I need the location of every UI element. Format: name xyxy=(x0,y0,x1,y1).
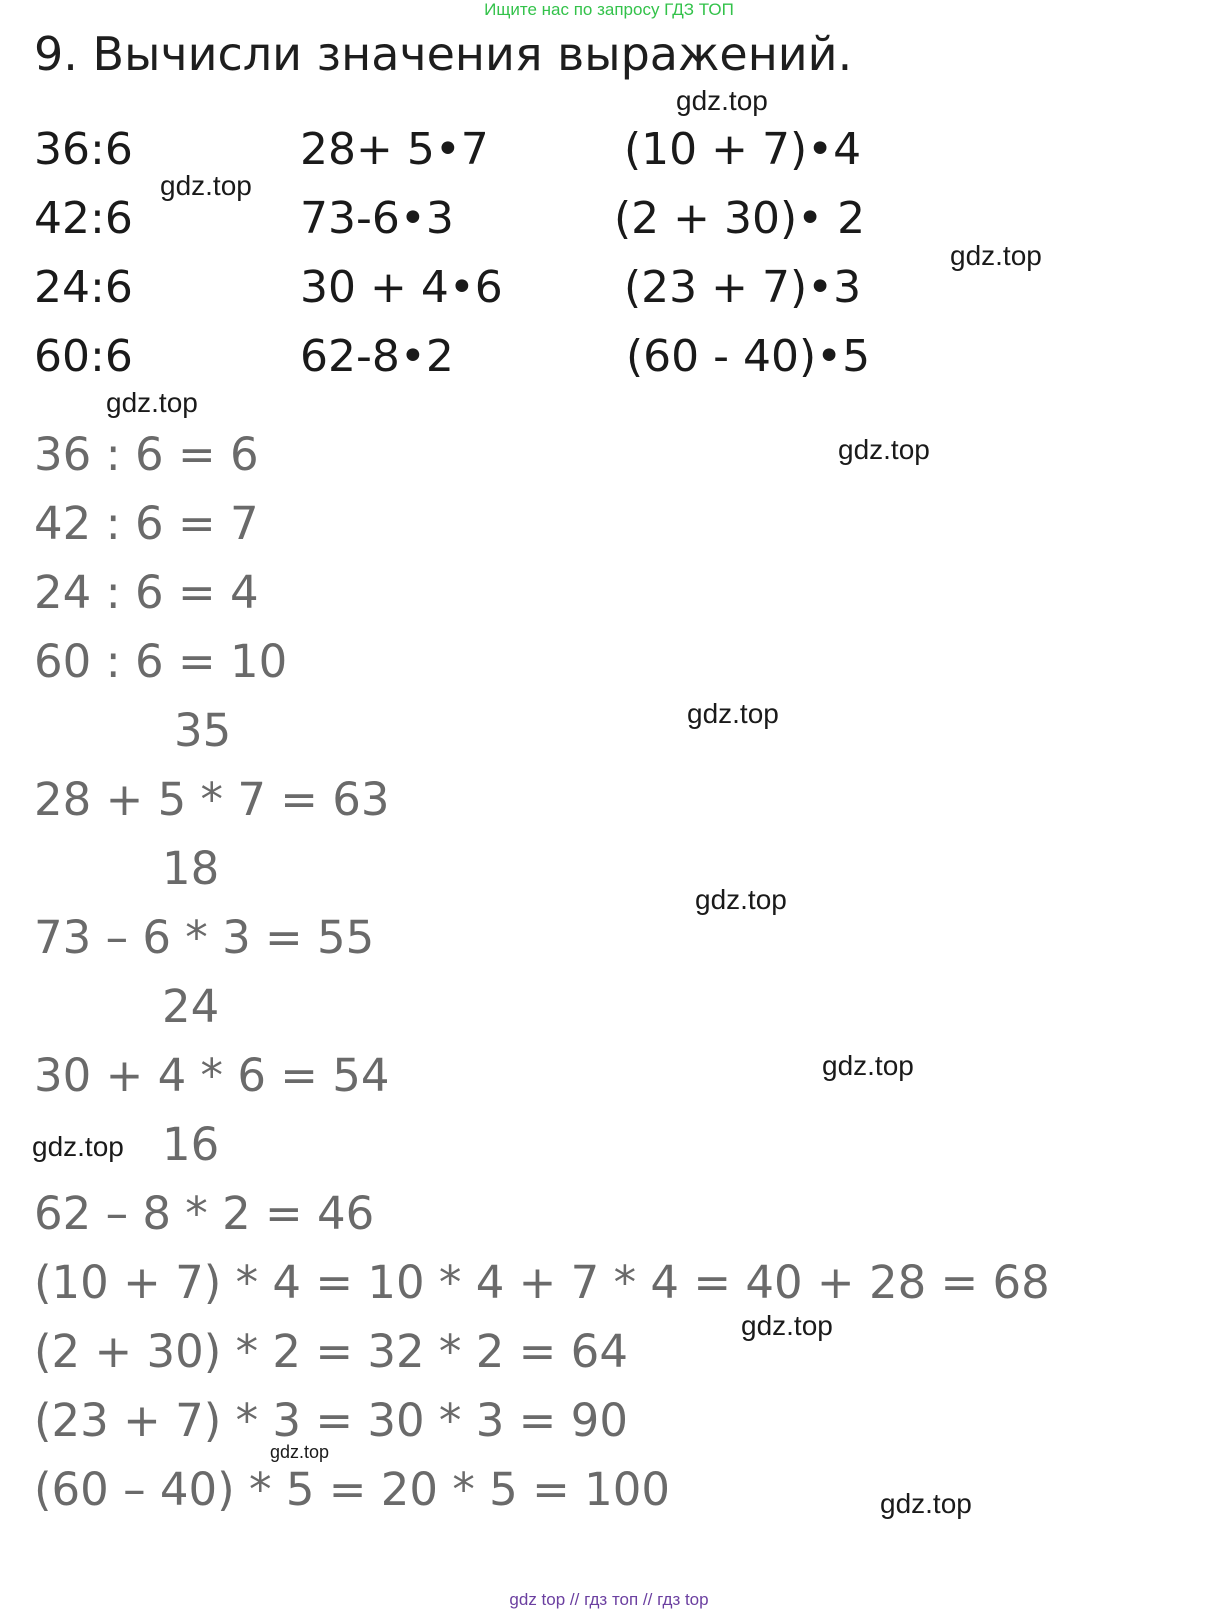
task-expression: (2 + 30)• 2 xyxy=(614,193,866,244)
watermark: gdz.top xyxy=(160,170,252,201)
top-banner: Ищите нас по запросу ГДЗ ТОП xyxy=(484,0,734,19)
watermark: gdz.top xyxy=(32,1131,124,1162)
task-expression: (60 - 40)•5 xyxy=(626,331,871,382)
task-expression: 30 + 4•6 xyxy=(300,262,503,313)
intermediate-value: 16 xyxy=(162,1118,220,1171)
answer-line: 24 : 6 = 4 xyxy=(34,566,259,619)
intermediate-value: 24 xyxy=(162,980,220,1033)
task-expression: 28+ 5•7 xyxy=(300,124,489,175)
answer-line: 73 – 6 * 3 = 55 xyxy=(34,911,375,964)
task-expression: 62-8•2 xyxy=(300,331,454,382)
task-expression: 73-6•3 xyxy=(300,193,454,244)
answer-line: 36 : 6 = 6 xyxy=(34,428,259,481)
task-expression: 24:6 xyxy=(34,262,133,313)
task-expression: 36:6 xyxy=(34,124,133,175)
watermark: gdz.top xyxy=(741,1310,833,1341)
intermediate-value: 35 xyxy=(174,704,232,757)
watermark: gdz.top xyxy=(695,884,787,915)
watermark: gdz.top xyxy=(950,240,1042,271)
task-expression: 42:6 xyxy=(34,193,133,244)
answer-line: 62 – 8 * 2 = 46 xyxy=(34,1187,375,1240)
answer-line: 60 : 6 = 10 xyxy=(34,635,288,688)
exercise-title: 9. Вычисли значения выражений. xyxy=(34,27,853,81)
task-expression: 60:6 xyxy=(34,331,133,382)
answer-line: (60 – 40) * 5 = 20 * 5 = 100 xyxy=(34,1463,670,1516)
watermark: gdz.top xyxy=(880,1488,972,1519)
answer-line: 30 + 4 * 6 = 54 xyxy=(34,1049,390,1102)
watermark: gdz.top xyxy=(270,1442,330,1462)
intermediate-value: 18 xyxy=(162,842,220,895)
task-expression: (23 + 7)•3 xyxy=(624,262,862,313)
watermark: gdz.top xyxy=(687,698,779,729)
answer-line: 42 : 6 = 7 xyxy=(34,497,259,550)
answer-line: 28 + 5 * 7 = 63 xyxy=(34,773,390,826)
watermark: gdz.top xyxy=(838,434,930,465)
footer: gdz top // гдз топ // гдз top xyxy=(509,1590,709,1609)
watermark: gdz.top xyxy=(676,85,768,116)
answer-line: (23 + 7) * 3 = 30 * 3 = 90 xyxy=(34,1394,628,1447)
answer-line: (2 + 30) * 2 = 32 * 2 = 64 xyxy=(34,1325,628,1378)
watermark: gdz.top xyxy=(106,387,198,418)
watermark: gdz.top xyxy=(822,1050,914,1081)
task-expression: (10 + 7)•4 xyxy=(624,124,862,175)
answer-line: (10 + 7) * 4 = 10 * 4 + 7 * 4 = 40 + 28 = 68 xyxy=(34,1256,1050,1309)
